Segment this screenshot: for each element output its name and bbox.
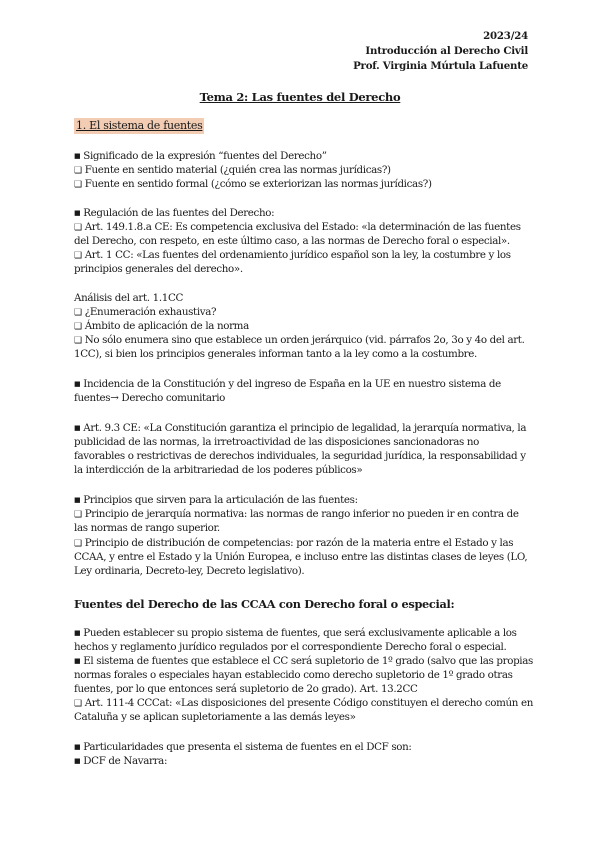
list-item: ❑ Art. 1 CC: «Las fuentes del ordenamiento jurídico español son la ley, la costumbre y los <box>74 249 511 261</box>
checkbox-bullet-icon: ❑ <box>74 539 82 549</box>
paragraph-line: hechos y reglamento jurídico regulados por el correspondiente Derecho foral o especial. <box>74 641 507 653</box>
square-bullet-icon: ■ <box>74 496 81 504</box>
square-bullet-icon: ■ <box>74 380 81 388</box>
paragraph-line: fuentes→ Derecho comunitario <box>74 392 225 404</box>
header-course: Introducción al Derecho Civil <box>365 45 528 57</box>
checkbox-bullet-icon: ❑ <box>74 166 82 176</box>
square-bullet-icon: ■ <box>74 657 81 665</box>
list-item: ❑ Art. 111-4 CCCat: «Las disposiciones del presente Código constituyen el derecho común en <box>74 697 534 709</box>
paragraph-line: normas forales o especiales hayan establecido como derecho supletorio de 1º grado otras <box>74 669 513 681</box>
list-item: ❑ Principio de jerarquía normativa: las normas de rango inferior no pueden ir en contra de <box>74 508 519 520</box>
square-bullet-icon: ■ <box>74 629 81 637</box>
list-item: ■ Particularidades que presenta el sistema de fuentes en el DCF son: <box>74 741 412 753</box>
list-item: ❑ Fuente en sentido material (¿quién crea las normas jurídicas?) <box>74 164 391 176</box>
square-bullet-icon: ■ <box>74 757 81 765</box>
list-item: ■ Incidencia de la Constitución y del ingreso de España en la UE en nuestro sistema de <box>74 378 501 390</box>
paragraph-line: fuentes, por lo que entonces será supletorio de 2o grado). Art. 13.2CC <box>74 683 418 695</box>
section-heading-ccaa: Fuentes del Derecho de las CCAA con Derecho foral o especial: <box>74 597 455 611</box>
square-bullet-icon: ■ <box>74 152 81 160</box>
list-item: ■ DCF de Navarra: <box>74 755 168 767</box>
paragraph-line: publicidad de las normas, la irretroactividad de las disposiciones sancionadoras no <box>74 436 480 448</box>
paragraph-line: la interdicción de la arbitrariedad de los poderes públicos» <box>74 464 363 476</box>
list-item: ❑ Principio de distribución de competencias: por razón de la materia entre el Estado y las <box>74 537 514 549</box>
checkbox-bullet-icon: ❑ <box>74 336 82 346</box>
list-item: ■ Regulación de las fuentes del Derecho: <box>74 207 275 219</box>
list-item: ■ Art. 9.3 CE: «La Constitución garantiza el principio de legalidad, la jerarquía normativa, la <box>74 422 527 434</box>
paragraph-line: las normas de rango superior. <box>74 522 220 534</box>
list-item: ■ Pueden establecer su propio sistema de fuentes, que será exclusivamente aplicable a los <box>74 627 517 639</box>
paragraph-line: 1CC), si bien los principios generales informan tanto a la ley como a la costumbre. <box>74 348 477 360</box>
header-year: 2023/24 <box>483 30 528 42</box>
list-item: ❑ Fuente en sentido formal (¿cómo se exteriorizan las normas jurídicas?) <box>74 178 432 190</box>
checkbox-bullet-icon: ❑ <box>74 699 82 709</box>
paragraph-line: favorables o restrictivas de derechos individuales, la seguridad jurídica, la responsabilidad y <box>74 450 526 462</box>
paragraph-line: principios generales del derecho». <box>74 263 243 275</box>
checkbox-bullet-icon: ❑ <box>74 308 82 318</box>
list-item: ❑ ¿Enumeración exhaustiva? <box>74 306 217 318</box>
paragraph-line: Análisis del art. 1.1CC <box>74 292 184 304</box>
list-item: ■ Principios que sirven para la articulación de las fuentes: <box>74 494 358 506</box>
header-professor: Prof. Virginia Múrtula Lafuente <box>353 60 528 72</box>
list-item: ■ El sistema de fuentes que establece el CC será supletorio de 1º grado (salvo que las propias <box>74 655 533 667</box>
page-title: Tema 2: Las fuentes del Derecho <box>199 90 401 104</box>
section-heading-fuentes: 1. El sistema de fuentes <box>76 119 203 132</box>
square-bullet-icon: ■ <box>74 424 81 432</box>
checkbox-bullet-icon: ❑ <box>74 510 82 520</box>
list-item: ❑ Ámbito de aplicación de la norma <box>74 320 249 332</box>
checkbox-bullet-icon: ❑ <box>74 251 82 261</box>
paragraph-line: CCAA, y entre el Estado y la Unión Europea, e incluso entre las distintas clases de leyes (LO, <box>74 551 528 563</box>
list-item: ❑ No sólo enumera sino que establece un orden jerárquico (vid. párrafos 2o, 3o y 4o del art. <box>74 334 525 346</box>
paragraph-line: Ley ordinaria, Decreto-ley, Decreto legislativo). <box>74 565 305 577</box>
square-bullet-icon: ■ <box>74 743 81 751</box>
paragraph-line: del Derecho, con respeto, en este último caso, a las normas de Derecho foral o especial». <box>74 235 510 247</box>
checkbox-bullet-icon: ❑ <box>74 223 82 233</box>
checkbox-bullet-icon: ❑ <box>74 322 82 332</box>
list-item: ■ Significado de la expresión “fuentes del Derecho” <box>74 150 327 162</box>
square-bullet-icon: ■ <box>74 209 81 217</box>
checkbox-bullet-icon: ❑ <box>74 180 82 190</box>
paragraph-line: Cataluña y se aplican supletoriamente a las demás leyes» <box>74 711 356 723</box>
list-item: ❑ Art. 149.1.8.a CE: Es competencia exclusiva del Estado: «la determinación de las fuentes <box>74 221 521 233</box>
